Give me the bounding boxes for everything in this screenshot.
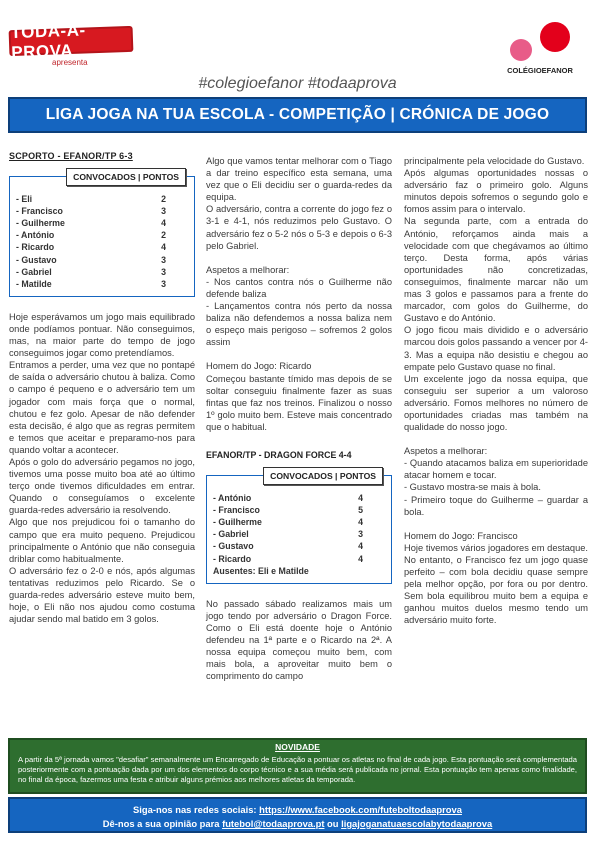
player-points: 3 [161,278,166,289]
player-points: 3 [161,206,166,217]
player-name: - Gustavo [213,541,254,552]
footer-banner [8,797,587,833]
player-points: 3 [161,266,166,277]
aspect-item: - Gustavo mostra-se mais à bola. [404,482,541,493]
column-2 [206,155,392,682]
novidade-title: NOVIDADE [275,742,320,752]
player-name: - António [16,230,55,241]
player-name: - Guilherme [16,218,65,229]
paragraph: Um excelente jogo da nossa equipa, que conseguiu ser superior a um valoroso adversário. Fomos melhores no número de oportunidades criadas mas também na qualidade do nosso jogo. [404,373,588,433]
paragraph: No passado sábado realizamos mais um jogo tendo por adversário o Dragon Force. Como o Eli está doente hoje o António defendeu na 1ª parte e o Ricardo na 2ª. A nossa equipa começou muito bem, com mais bola, a aproveitar muito bem o comprimento do campo [206,598,392,682]
player-name: - Ricardo [213,553,252,564]
apresenta-label: apresenta [52,58,88,67]
aspects-title: Aspetos a melhorar: [206,264,290,275]
player-name: - Matilde [16,278,52,289]
partner-name: COLÉGIOEFANOR [507,66,573,75]
aspect-item: - Lançamentos contra nós perto da nossa baliza não defendemos a nossa baliza nem o espeço mais perigoso – sofremos 2 golos assim [206,301,392,348]
paragraph: Algo que nos prejudicou foi o tamanho do campo que era muito pequeno. Prejudicou principalmente o António que não conseguia driblar como habitualmente. [9,517,195,564]
opinion-line [10,817,585,831]
player-points: 3 [161,254,166,265]
player-name: - Gustavo [16,254,57,265]
title-banner [8,97,587,133]
squad-row [16,217,188,229]
match-1-squad-box [9,172,195,297]
player-points: 4 [161,218,166,229]
squad-row [213,504,385,516]
column-1 [9,150,195,625]
squad-row [16,266,188,278]
or-text: ou [324,818,342,829]
social-line [10,803,585,817]
player-points: 2 [161,194,166,205]
player-name: - Ricardo [16,242,55,253]
squad-label: CONVOCADOS | PONTOS [263,467,383,485]
player-name: - António [213,493,252,504]
colegio-efanor-logo [500,20,580,80]
squad-row [16,205,188,217]
player-points: 4 [358,553,363,564]
squad-list [213,492,385,565]
squad-row [213,553,385,565]
aspect-item: - Primeiro toque do Guilherme – guardar a bola. [404,494,588,517]
paragraph: O adversário, contra a corrente do jogo fez o 3-1 e 4-1, nós reduzimos pelo Gustavo. O adversário fez o 5-2 nós o 5-3 e depois o 6-3 pelo Gabriel. [206,204,392,251]
paragraph: O jogo ficou mais dividido e o adversário marcou dois golos passando a vencer por 4-3. Mas a equipa não desistiu e chegou ao empate pelo Gustavo quase no final. [404,325,588,372]
absent-players: Ausentes: Eli e Matilde [213,565,309,576]
player-name: - Eli [16,194,33,205]
player-points: 2 [161,230,166,241]
paragraph: Na segunda parte, com a entrada do António, reforçamos ainda mais a velocidade com que chegávamos ao último terço. Desta forma, após várias oportunidades não concretizadas, conseguimos, finalmente marcar não um mas 3 golos e passamos para a frente do marcador, com golos do Guilherme, do Gustavo e do António. [404,216,588,324]
logo-red-circle [540,22,570,52]
paragraph: Após o golo do adversário pegamos no jogo, tivemos uma posse muito boa até ao último terço onde tivemos dificuldades em entrar. Quando o conseguíamos o excelente guarda-redes adversário ia resolvendo. [9,456,195,516]
player-name: - Francisco [213,505,260,516]
blog-link[interactable]: ligajoganatuaescolabytodaaprova [341,818,493,829]
novidade-text: A partir da 5ª jornada vamos "desafiar" semanalmente um Encarregado de Educação a pontuar os atletas no final de cada jogo. Esta pontuação será complementada posteriormente com a pontuação dada por um dos elementos do corpo técnico e a sua média será publicada no jornal. Esta pontuação tem apenas como finalidade, no final da época, fazermos uma festa e atribuir alguns prémios aos melhores atletas da temporada. [18,755,577,785]
opinion-prefix: Dê-nos a sua opinião para [102,818,223,829]
match-2-squad-box [206,471,392,584]
page-title: LIGA JOGA NA TUA ESCOLA - COMPETIÇÃO | CRÓNICA DE JOGO [45,106,550,123]
squad-label: CONVOCADOS | PONTOS [66,168,186,186]
aspect-item: - Quando atacamos baliza em superioridade atacar homem e tocar. [404,458,588,481]
squad-row [16,193,188,205]
player-points: 4 [358,493,363,504]
squad-row [213,540,385,552]
squad-row [16,278,188,290]
squad-row [16,254,188,266]
squad-row [213,516,385,528]
match-1-title: SCPORTO - EFANOR/TP 6-3 [9,151,133,161]
paragraph: principalmente pela velocidade do Gustavo. [404,156,585,166]
paragraph: Entramos a perder, uma vez que no pontapé de saída o adversário chutou à baliza. Como o campo é pequeno e o adversário tem um jogador com mais força que o normal, chutou e fez golo. Apesar de não defender esta decisão, é algo que as regras permitem e temos que aceitar e preparamo-nos para quando voltar a acontecer. [9,360,195,455]
novidade-box [8,738,587,794]
player-points: 4 [358,541,363,552]
squad-row [213,528,385,540]
player-points: 3 [358,529,363,540]
squad-row [213,492,385,504]
player-points: 5 [358,505,363,516]
email-link[interactable]: futebol@todaaprova.pt [222,818,325,829]
player-points: 4 [358,517,363,528]
match-2-title: EFANOR/TP - DRAGON FORCE 4-4 [206,449,352,460]
squad-list [16,193,188,290]
logo-text: TODA-A-PROVA [10,20,86,63]
mvp-text: Hoje tivemos vários jogadores em destaque. No entanto, o Francisco fez um jogo quase perfeito – com bola decidiu quase sempre pela melhor opção, por fora ou por dentro. Sem bola equilibrou muito bem a equipa e ganhou muitos duelos mesmo tendo um adversário muito forte. [404,542,588,626]
mvp-title: Homem do Jogo: Ricardo [206,361,312,372]
aspects-title: Aspetos a melhorar: [404,446,488,457]
mvp-text: Começou bastante tímido mas depois de se soltar conseguiu finalmente fazer as suas fintas que faz nos treinos. Finalizou o nosso 1º golo muito bem. Esteve mais concentrado que o habitual. [206,373,392,432]
player-name: - Guilherme [213,517,262,528]
paragraph: Após algumas oportunidades nossas o adversário faz o primeiro golo. Alguns minutos depois sofremos o segundo golo e fomos assim para o intervalo. [404,168,588,215]
paragraph: Algo que vamos tentar melhorar com o Tiago a dar treino específico esta semana, uma vez que o Eli decidiu ser o guarda-redes da equipa. [206,156,392,203]
aspect-item: - Nos cantos contra nós o Guilherme não defende baliza [206,276,392,299]
social-prefix: Siga-nos nas redes sociais: [133,804,260,815]
squad-row [16,229,188,241]
player-name: - Gabriel [213,529,249,540]
paragraph: Hoje esperávamos um jogo mais equilibrado onde podíamos pontuar. Não conseguimos, mas, na maior parte do tempo de jogo conseguimos jogar como pretendíamos. [9,311,195,359]
player-name: - Francisco [16,206,63,217]
player-points: 4 [161,242,166,253]
logo-pink-circle [510,39,532,61]
player-name: - Gabriel [16,266,52,277]
paragraph: O adversário fez o 2-0 e nós, após algumas tentativas reduzimos pelo Ricardo. Se o guarda-redes adversário esteve muito bem, hoje, o Eli não nos ajudou como costuma ajudar sendo mal batido em 3 golos. [9,565,195,625]
column-3 [404,155,588,626]
facebook-link[interactable]: https://www.facebook.com/futeboltodaaprova [259,804,462,815]
hashtags: #colegioefanor #todaaprova [198,75,397,92]
squad-row [16,241,188,253]
mvp-title: Homem do Jogo: Francisco [404,530,518,541]
